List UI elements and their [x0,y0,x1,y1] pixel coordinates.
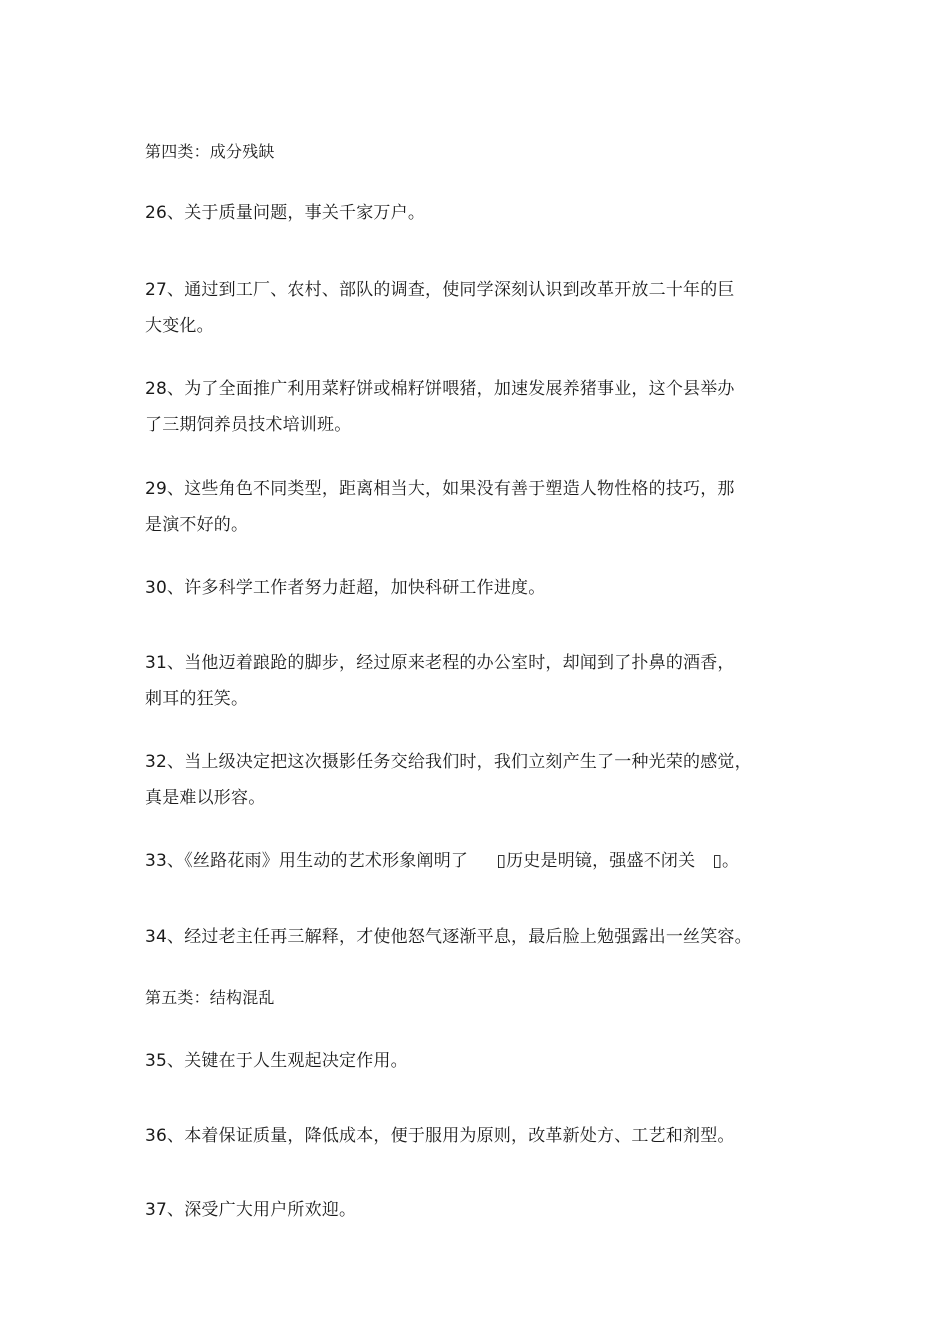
item-37-line-1: 37、深受广大用户所欢迎。 [145,1200,357,1220]
item-27-line-1: 27、通过到工厂、农村、部队的调查，使同学深刻认识到改革开放二十年的巨 [145,280,735,300]
item-29-line-1: 29、这些角色不同类型，距离相当大，如果没有善于塑造人物性格的技巧，那 [145,479,735,499]
item-28-line-1: 28、为了全面推广利用菜籽饼或棉籽饼喂猪，加速发展养猪事业，这个县举办 [145,379,735,399]
item-32-line-2: 真是难以形容。 [145,788,266,808]
item-30-line-1: 30、许多科学工作者努力赶超，加快科研工作进度。 [145,578,546,598]
item-26-line-1: 26、关于质量问题，事关千家万户。 [145,203,426,223]
item-33-line-1: 33、《丝路花雨》用生动的艺术形象阐明了 ▯历史是明镜，强盛不闭关 ▯。 [145,851,740,871]
section-heading-4: 第四类：成分残缺 [145,142,275,161]
item-29-line-2: 是演不好的。 [145,515,249,535]
section-heading-5: 第五类：结构混乱 [145,988,275,1007]
item-31-line-2: 刺耳的狂笑。 [145,689,249,709]
item-34-line-1: 34、经过老主任再三解释，才使他怒气逐渐平息，最后脸上勉强露出一丝笑容。 [145,927,752,947]
item-28-line-2: 了三期饲养员技术培训班。 [145,415,352,435]
item-35-line-1: 35、关键在于人生观起决定作用。 [145,1051,408,1071]
item-27-line-2: 大变化。 [145,316,214,336]
item-31-line-1: 31、当他迈着踉跄的脚步，经过原来老程的办公室时，却闻到了扑鼻的酒香， [145,653,735,673]
item-32-line-1: 32、当上级决定把这次摄影任务交给我们时，我们立刻产生了一种光荣的感觉， [145,752,752,772]
item-36-line-1: 36、本着保证质量，降低成本，便于服用为原则，改革新处方、工艺和剂型。 [145,1126,735,1146]
